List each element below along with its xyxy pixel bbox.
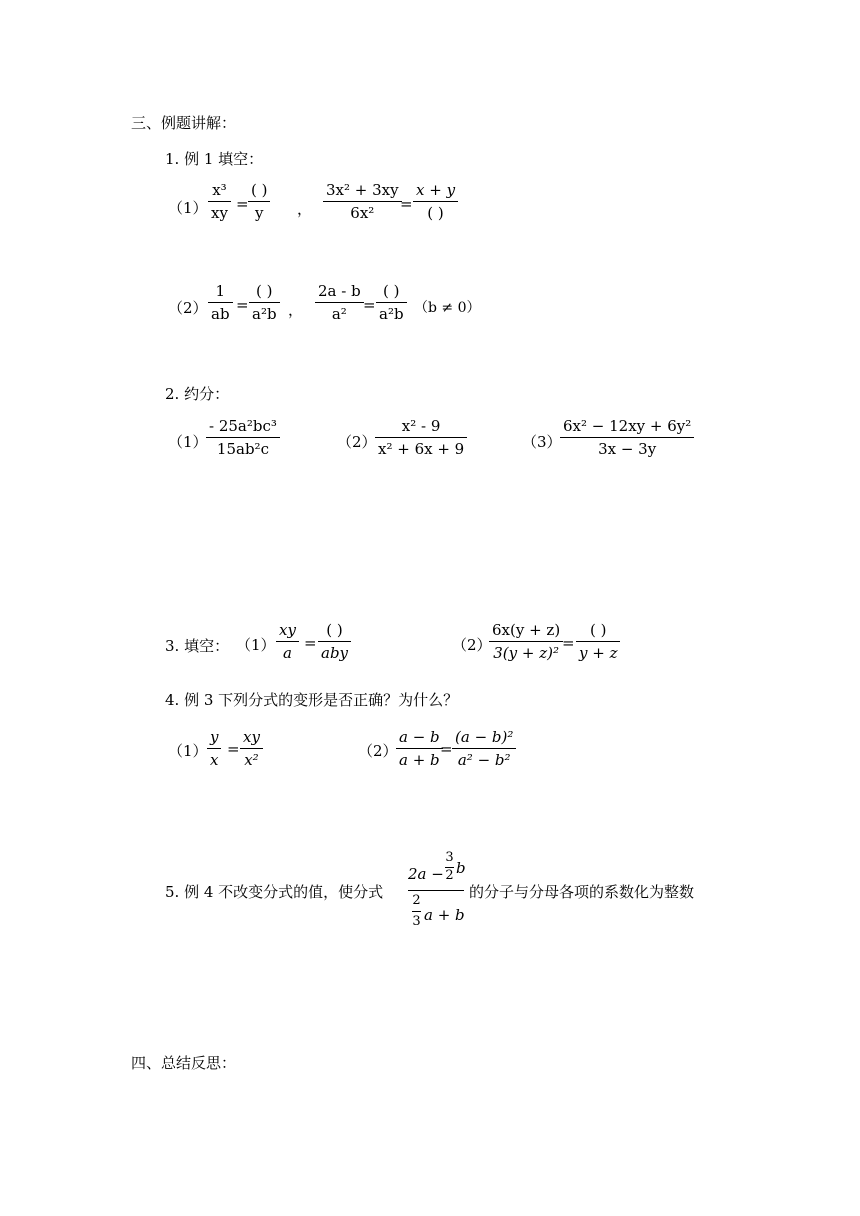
q1-p2-fraction-4	[376, 283, 407, 322]
q5-prefix: 5. 例 4 不改变分式的值，使分式	[165, 883, 384, 901]
q5-den-rest: a + b	[424, 906, 465, 924]
q1-p1-label: （1）	[168, 199, 208, 217]
fraction-bar	[560, 437, 694, 438]
fraction-bar	[452, 748, 516, 749]
equals-sign: =	[440, 740, 453, 758]
q4-item-2-label: （2）	[358, 742, 398, 760]
q3-item-2-fraction-1	[489, 622, 563, 661]
q3-item-1-fraction-2	[318, 622, 351, 661]
fraction-bar	[276, 641, 299, 642]
fraction-bar	[208, 302, 233, 303]
fraction-bar	[576, 641, 620, 642]
fraction-bar	[375, 437, 467, 438]
q1-p1-fraction-4	[413, 182, 458, 221]
q4-title: 4. 例 3 下列分式的变形是否正确？为什么？	[165, 691, 459, 709]
fraction-bar	[249, 302, 280, 303]
denominator: a² − b²	[457, 751, 511, 769]
equals-sign: =	[236, 195, 249, 213]
denominator: x² + 6x + 9	[378, 440, 465, 458]
q5-num-frac-num: 3	[445, 850, 454, 865]
denominator: a²	[331, 305, 347, 323]
fraction-bar	[396, 748, 443, 749]
q5-complex-fraction	[408, 851, 464, 935]
q2-item-3-label: （3）	[522, 433, 562, 451]
q2-item-1-label: （1）	[168, 433, 208, 451]
q2-item-2-label: （2）	[337, 433, 377, 451]
numerator: x² - 9	[401, 417, 441, 435]
q4-item-2-fraction-1	[396, 729, 443, 768]
fraction-bar	[207, 748, 221, 749]
denominator: y	[255, 204, 264, 222]
denominator: aby	[321, 644, 349, 662]
denominator: 6x²	[350, 204, 375, 222]
denominator: ab	[211, 305, 230, 323]
fraction-bar	[318, 641, 351, 642]
numerator: xy	[243, 728, 260, 746]
denominator: y + z	[579, 644, 618, 662]
numerator: ( )	[326, 621, 343, 639]
q5-num-a: 2a −	[408, 865, 444, 883]
numerator: a − b	[399, 728, 440, 746]
fraction-bar	[248, 201, 270, 202]
numerator: ( )	[383, 282, 400, 300]
numerator: 6x² − 12xy + 6y²	[563, 417, 692, 435]
q1-title: 1. 例 1 填空：	[165, 150, 264, 168]
q1-p2-fraction-2	[249, 283, 280, 322]
q3-item-1-label: （1）	[236, 636, 276, 654]
q5-num-b: b	[456, 859, 466, 877]
denominator: 3x − 3y	[598, 440, 657, 458]
q5-num-frac-den: 2	[445, 868, 454, 883]
numerator: 6x(y + z)	[492, 621, 561, 639]
numerator: x + y	[416, 181, 456, 199]
q3-item-2-label: （2）	[452, 636, 492, 654]
denominator: 3(y + z)²	[493, 644, 559, 662]
q2-item-2-fraction	[375, 418, 467, 457]
q5-main-bar	[408, 890, 464, 891]
denominator: a + b	[399, 751, 440, 769]
q4-item-1-fraction-2	[240, 729, 263, 768]
q1-condition: （b ≠ 0）	[414, 300, 481, 316]
section-3-heading: 三、例题讲解：	[131, 114, 237, 132]
q5-den-frac-bar	[412, 911, 421, 912]
fraction-bar	[323, 201, 402, 202]
fraction-bar	[208, 201, 231, 202]
fraction-bar	[489, 641, 563, 642]
numerator: 2a - b	[318, 282, 361, 300]
q2-item-3-fraction	[560, 418, 694, 457]
q3-title: 3. 填空：	[165, 637, 230, 655]
q4-item-1-fraction-1	[207, 729, 221, 768]
separator-comma: ，	[297, 200, 313, 218]
fraction-bar	[240, 748, 263, 749]
section-4-heading: 四、总结反思：	[131, 1054, 237, 1072]
numerator: - 25a²bc³	[209, 417, 277, 435]
q5-suffix: 的分子与分母各项的系数化为整数	[469, 883, 695, 901]
q1-p2-fraction-3	[315, 283, 364, 322]
denominator: 15ab²c	[216, 440, 269, 458]
q1-p1-fraction-1	[208, 182, 231, 221]
numerator: x³	[212, 181, 227, 199]
numerator: ( )	[590, 621, 607, 639]
denominator: a²b	[379, 305, 404, 323]
equals-sign: =	[400, 195, 413, 213]
equals-sign: =	[562, 634, 575, 652]
numerator: 1	[215, 282, 226, 300]
denominator: a	[282, 644, 292, 662]
equals-sign: =	[236, 296, 249, 314]
q1-p2-label: （2）	[168, 299, 208, 317]
q4-item-2-fraction-2	[452, 729, 516, 768]
q3-item-2-fraction-2	[576, 622, 620, 661]
denominator: x	[210, 751, 219, 769]
q2-title: 2. 约分：	[165, 385, 230, 403]
denominator: a²b	[252, 305, 277, 323]
equals-sign: =	[363, 296, 376, 314]
numerator: (a − b)²	[455, 728, 514, 746]
numerator: 3x² + 3xy	[326, 181, 399, 199]
denominator: x²	[244, 751, 259, 769]
numerator: ( )	[251, 181, 268, 199]
fraction-bar	[315, 302, 364, 303]
denominator: ( )	[427, 204, 444, 222]
fraction-bar	[376, 302, 407, 303]
separator-comma: ，	[288, 301, 304, 319]
fraction-bar	[206, 437, 280, 438]
q5-den-frac-num: 2	[412, 893, 421, 908]
q3-item-1-fraction-1	[276, 622, 299, 661]
q4-item-1-label: （1）	[168, 742, 208, 760]
numerator: y	[210, 728, 219, 746]
fraction-bar	[413, 201, 458, 202]
q2-item-1-fraction	[206, 418, 280, 457]
equals-sign: =	[304, 634, 317, 652]
q1-p1-fraction-2	[248, 182, 270, 221]
denominator: xy	[211, 204, 228, 222]
equals-sign: =	[227, 740, 240, 758]
numerator: ( )	[256, 282, 273, 300]
q1-p2-fraction-1	[208, 283, 233, 322]
q5-den-frac-den: 3	[412, 914, 421, 929]
q1-p1-fraction-3	[323, 182, 402, 221]
numerator: xy	[279, 621, 296, 639]
